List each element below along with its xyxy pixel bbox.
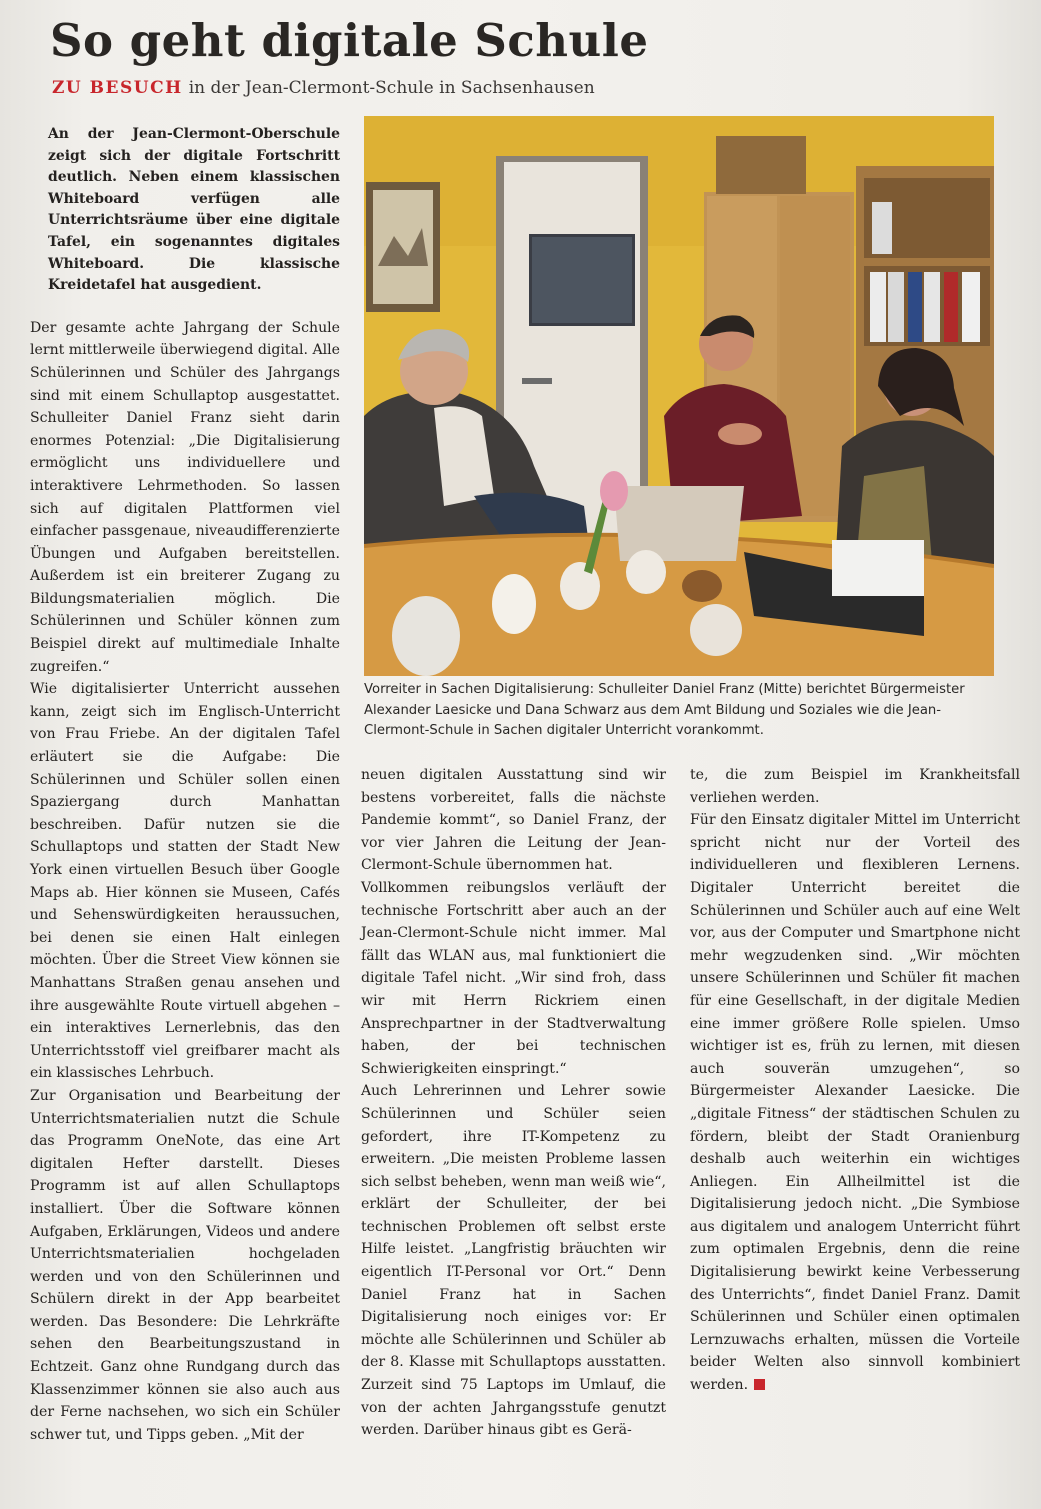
headline: So geht digitale Schule <box>50 14 649 67</box>
paragraph: Auch Lehrerinnen und Lehrer sowie Schülerinnen und Schüler seien gefordert, ihre IT-Kompetenz zu erweitern. „Die meisten Probleme lassen sich selbst beheben, wenn man weiß wie“, erklärt der Schulleiter, der bei technischen Problemen oft selbst erste Hilfe leistet. „Langfristig bräuchten wir eigentlich IT-Personal vor Ort.“ Denn Daniel Franz hat in Sachen Digitalisierung noch einiges vor: Er möchte alle Schülerinnen und Schüler ab der 8. Klasse mit Schullaptops ausstatten. Zurzeit sind 75 Laptops im Umlauf, die von der achten Jahrgangsstufe genutzt werden. Darüber hinaus gibt es Gerä- <box>361 1083 666 1439</box>
paragraph: Wie digitalisierter Unterricht aussehen kann, zeigt sich im Englisch-Unterricht von Frau Friebe. An der digitalen Tafel erläutert sie die Aufgabe: Die Schülerinnen und Schüler sollen einen Spaziergang durch Manhattan beschreiben. Dafür nutzen sie die Schullaptops und statten der Stadt New York einen virtuellen Besuch über Google Maps ab. Hier können sie Museen, Cafés und Sehenswürdigkeiten heraussuchen, bei denen sie einen Halt einlegen möchten. Über die Street View können sie Manhattans Straßen genau ansehen und ihre ausgewählte Route virtuell abgehen – ein interaktives Lernerlebnis, das den Unterrichtsstoff viel greifbarer macht als ein klassisches Lehrbuch. <box>30 681 340 1082</box>
end-mark-icon <box>754 1379 765 1390</box>
paragraph: te, die zum Beispiel im Krankheitsfall verliehen werden. <box>690 767 1020 806</box>
paragraph <box>690 809 1020 1396</box>
article-column-1 <box>30 124 340 1446</box>
intro-paragraph: An der Jean-Clermont-Oberschule zeigt sich der digitale Fortschritt deutlich. Neben einem klassischen Whiteboard verfügen alle Unterrichtsräume über eine digitale Tafel, ein sogenanntes digitales Whiteboard. Die klassische Kreidetafel hat ausgedient. <box>48 126 340 294</box>
kicker: ZU BESUCH <box>52 78 183 98</box>
subheadline <box>52 78 595 98</box>
article-photo <box>364 116 994 676</box>
paragraph-text: Für den Einsatz digitaler Mittel im Unterricht spricht nicht nur der Vorteil des individuelleren und flexibleren Lernens. Digitaler Unterricht bereitet die Schülerinnen und Schüler auch auf eine Welt vor, aus der Computer und Smartphone nicht mehr wegzudenken sind. „Wir möchten unsere Schülerinnen und Schüler fit machen für eine Gesellschaft, in der digitale Medien eine immer größere Rolle spielen. Umso wichtiger ist es, früh zu lernen, mit diesen auch souverän umzugehen“, so Bürgermeister Alexander Laesicke. Die „digitale Fitness“ der städtischen Schulen zu fördern, bleibt der Stadt Oranienburg deshalb auch weiterhin ein wichtiges Anliegen. Ein Allheilmittel ist die Digitalisierung jedoch nicht. „Die Symbiose aus digitalem und analogem Unterricht führt zum optimalen Ergebnis, denn die reine Digitalisierung bewirkt keine Verbesserung des Unterrichts“, findet Daniel Franz. Damit Schülerinnen und Schüler einen optimalen Lernzuwachs erhalten, müssen die Vorteile beider Welten also sinnvoll kombiniert werden. <box>690 812 1020 1394</box>
article-column-2 <box>361 764 666 1442</box>
paragraph: Der gesamte achte Jahrgang der Schule lernt mittlerweile überwiegend digital. Alle Schülerinnen und Schüler des Jahrgangs sind mit einem Schullaptop ausgestattet. Schulleiter Daniel Franz sieht darin enormes Potenzial: „Die Digitalisierung ermöglicht uns individuellere und interaktivere Lehrmethoden. So lassen sich auf digitalen Plattformen viel einfacher passgenaue, niveaudifferenzierte Übungen und Aufgaben bereitstellen. Außerdem ist ein breiterer Zugang zu Bildungsmaterialien möglich. Die Schülerinnen und Schüler können zum Beispiel direkt auf multimediale Inhalte zugreifen.“ <box>30 319 340 675</box>
photo-caption: Vorreiter in Sachen Digitalisierung: Schulleiter Daniel Franz (Mitte) berichtet Bürgermeister Alexander Laesicke und Dana Schwarz aus dem Amt Bildung und Soziales wie die Jean-Clermont-Schule in Sachen digitaler Unterricht vorankommt. <box>364 682 965 738</box>
paragraph: neuen digitalen Ausstattung sind wir bestens vorbereitet, falls die nächste Pandemie kommt“, so Daniel Franz, der vor vier Jahren die Leitung der Jean-Clermont-Schule übernommen hat. <box>361 767 666 874</box>
paragraph: Zur Organisation und Bearbeitung der Unterrichtsmaterialien nutzt die Schule das Programm OneNote, das eine Art digitalen Hefter darstellt. Dieses Programm ist auf allen Schullaptops installiert. Über die Software können Aufgaben, Erklärungen, Videos und andere Unterrichtsmaterialien hochgeladen werden und von den Schülerinnen und Schülern direkt in der App bearbeitet werden. Das Besondere: Die Lehrkräfte sehen den Bearbeitungszustand in Echtzeit. Ganz ohne Rundgang durch das Klassenzimmer können sie also auch aus der Ferne nachsehen, wo sich ein Schüler schwer tut, und Tipps geben. „Mit der <box>30 1087 340 1443</box>
paragraph: Vollkommen reibungslos verläuft der technische Fortschritt aber auch an der Jean-Clermont-Schule nicht immer. Mal fällt das WLAN aus, mal funktioniert die digitale Tafel nicht. „Wir sind froh, dass wir mit Herrn Rickriem einen Ansprechpartner in der Stadtverwaltung haben, der bei technischen Schwierigkeiten einspringt.“ <box>361 879 666 1077</box>
article-column-3 <box>690 764 1020 1397</box>
subtitle: in der Jean-Clermont-Schule in Sachsenhausen <box>188 78 595 98</box>
